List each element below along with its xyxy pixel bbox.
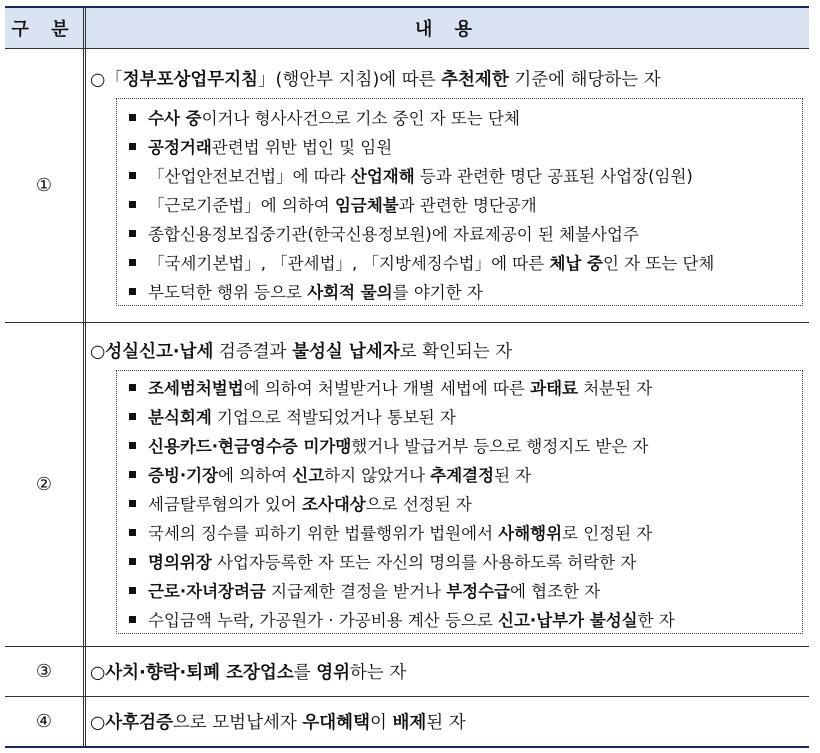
table-header [5,8,809,49]
row-number: ① [5,48,86,322]
list-item: 「산업안전보건법」에 따라 산업재해 등과 관련한 명단 공표된 사업장(임원) [129,163,693,187]
list-item: 분식회계 기업으로 적발되었거나 통보된 자 [129,404,456,428]
row-lead: ○사치·향락·퇴폐 조장업소를 영위하는 자 [90,663,407,683]
table-row-2 [5,322,809,647]
row-lead: ○사후검증으로 모범납세자 우대혜택이 배제된 자 [90,713,466,733]
list-item: 근로·자녀장려금 지급제한 결정을 받거나 부정수급에 협조한 자 [129,578,600,602]
detail-box [116,98,803,306]
list-item: 수사 중이거나 형사사건으로 기소 중인 자 또는 단체 [129,105,520,129]
list-item: 부도덕한 행위 등으로 사회적 물의를 야기한 자 [129,279,483,303]
row-lead: ○성실신고·납세 검증결과 불성실 납세자로 확인되는 자 [90,342,513,362]
row-lead: ○「정부포상업무지침」(행안부 지침)에 따른 추천제한 기준에 해당하는 자 [90,70,661,90]
list-item: 조세범처벌법에 의하여 처벌받거나 개별 세법에 따른 과태료 처분된 자 [129,375,652,399]
row-number: ② [5,322,86,646]
row-number: ④ [5,696,86,746]
list-item: 증빙·기장에 의하여 신고하지 않았거나 추계결정된 자 [129,462,531,486]
list-item: 세금탈루혐의가 있어 조사대상으로 선정된 자 [129,491,472,515]
row-number: ③ [5,646,86,696]
list-item: 공정거래관련법 위반 법인 및 임원 [129,134,392,158]
table-row-3 [5,646,809,697]
list-item: 수입금액 누락, 가공원가 · 가공비용 계산 등으로 신고·납부가 불성실한 자 [129,607,675,631]
detail-box [116,370,803,634]
table-row-4 [5,696,809,746]
list-item: 국세의 징수를 피하기 위한 법률행위가 법원에서 사해행위로 인정된 자 [129,520,652,544]
header-category: 구 분 [5,8,86,48]
table-row-1 [5,48,809,323]
list-item: 명의위장 사업자등록한 자 또는 자신의 명의를 사용하도록 허락한 자 [129,549,636,573]
criteria-table [5,6,809,748]
list-item: 「국세기본법」, 「관세법」, 「지방세징수법」에 따른 체납 중인 자 또는 단체 [129,250,714,274]
list-item: 종합신용정보집중기관(한국신용정보원)에 자료제공이 된 체불사업주 [129,221,639,245]
header-content: 내 용 [414,19,481,40]
list-item: 신용카드·현금영수증 미가맹했거나 발급거부 등으로 행정지도 받은 자 [129,433,648,457]
list-item: 「근로기준법」에 의하여 임금체불과 관련한 명단공개 [129,192,537,216]
